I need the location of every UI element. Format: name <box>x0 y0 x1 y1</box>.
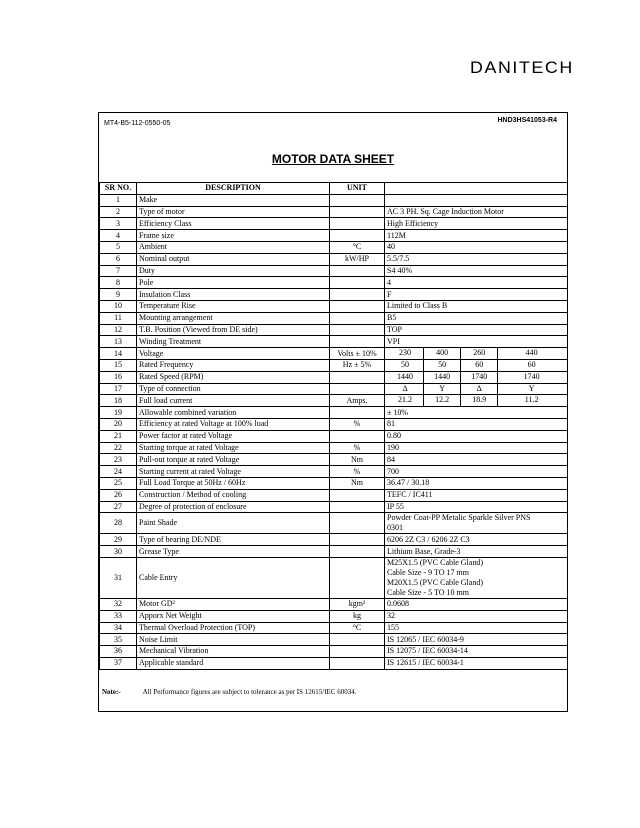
row-value-group <box>385 348 568 360</box>
note <box>102 688 356 696</box>
row-unit <box>330 513 385 534</box>
table-row <box>100 324 568 336</box>
row-unit <box>330 646 385 658</box>
row-value-cell: 50 <box>423 360 460 371</box>
row-value-cell: 18.9 <box>460 395 497 406</box>
row-sr-number: 3 <box>100 218 137 230</box>
row-value-cell: Y <box>497 384 565 395</box>
row-value: 155 <box>385 622 568 634</box>
row-description: T.B. Position (Viewed from DE side) <box>137 324 330 336</box>
row-description: Starting current at rated Voltage <box>137 466 330 478</box>
table-row <box>100 442 568 454</box>
row-description: Type of bearing DE/NDE <box>137 534 330 546</box>
row-description: Construction / Method of cooling <box>137 489 330 501</box>
row-value-cell: 11.2 <box>497 395 565 406</box>
row-sr-number: 35 <box>100 634 137 646</box>
document-number: MT4-B5-112-0550-05 <box>104 120 171 127</box>
row-value-cell: Y <box>423 384 460 395</box>
row-sr-number: 12 <box>100 324 137 336</box>
table-row <box>100 454 568 466</box>
row-value: 84 <box>385 454 568 466</box>
row-value: TOP <box>385 324 568 336</box>
row-value: 112M <box>385 230 568 242</box>
table-row <box>100 359 568 371</box>
row-description: Grease Type <box>137 546 330 558</box>
row-description: Efficiency at rated Voltage at 100% load <box>137 418 330 430</box>
row-description: Rated Speed (RPM) <box>137 371 330 383</box>
row-sr-number: 31 <box>100 557 137 598</box>
row-unit: Amps. <box>330 395 385 407</box>
row-unit <box>330 634 385 646</box>
row-description: Full Load Torque at 50Hz / 60Hz <box>137 477 330 489</box>
note-label: Note:- <box>102 688 121 696</box>
row-value: High Efficiency <box>385 218 568 230</box>
row-unit: Nm <box>330 454 385 466</box>
row-unit <box>330 194 385 206</box>
row-unit <box>330 265 385 277</box>
row-value: B5 <box>385 312 568 324</box>
row-unit <box>330 489 385 501</box>
table-row <box>100 383 568 395</box>
header-unit: UNIT <box>330 183 385 195</box>
row-description: Degree of protection of enclosure <box>137 501 330 513</box>
row-value: 6206 2Z C3 / 6206 2Z C3 <box>385 534 568 546</box>
table-row <box>100 598 568 610</box>
row-unit: % <box>330 442 385 454</box>
row-sr-number: 1 <box>100 194 137 206</box>
row-sr-number: 23 <box>100 454 137 466</box>
revision-code: HND3HS41053-R4 <box>497 117 557 124</box>
row-value-cell: 21.2 <box>398 395 413 405</box>
row-sr-number: 2 <box>100 206 137 218</box>
row-unit <box>330 534 385 546</box>
row-unit: kW/HP <box>330 253 385 265</box>
row-unit <box>330 218 385 230</box>
row-unit <box>330 312 385 324</box>
row-sr-number: 22 <box>100 442 137 454</box>
row-unit <box>330 324 385 336</box>
row-sr-number: 17 <box>100 383 137 395</box>
row-sr-number: 36 <box>100 646 137 658</box>
table-row <box>100 277 568 289</box>
row-value: IP 55 <box>385 501 568 513</box>
row-value-group <box>385 383 568 395</box>
row-description: Noise Limit <box>137 634 330 646</box>
row-value-cell: 60 <box>460 360 497 371</box>
row-description: Thermal Overload Protection (TOP) <box>137 622 330 634</box>
row-value-group <box>385 395 568 407</box>
table-row <box>100 395 568 407</box>
table-row <box>100 230 568 242</box>
row-value-cell: 1740 <box>497 372 565 383</box>
row-value: 190 <box>385 442 568 454</box>
row-description: Paint Shade <box>137 513 330 534</box>
table-row <box>100 557 568 598</box>
note-text: All Performance figures are subject to tolerance as per IS 12615/IEC 60034. <box>142 688 357 696</box>
row-description: Type of motor <box>137 206 330 218</box>
row-description: Type of connection <box>137 383 330 395</box>
row-value: 0.80 <box>385 430 568 442</box>
row-unit: kg <box>330 610 385 622</box>
row-sr-number: 28 <box>100 513 137 534</box>
row-value: 700 <box>385 466 568 478</box>
row-description: Winding Treatment <box>137 336 330 348</box>
table-row <box>100 477 568 489</box>
row-value: 36.47 / 30.18 <box>385 477 568 489</box>
table-row <box>100 634 568 646</box>
header-description: DESCRIPTION <box>137 183 330 195</box>
data-sheet-frame <box>98 112 568 712</box>
row-description: Power factor at rated Voltage <box>137 430 330 442</box>
row-sr-number: 19 <box>100 407 137 419</box>
row-unit: % <box>330 418 385 430</box>
table-row <box>100 265 568 277</box>
row-unit <box>330 546 385 558</box>
row-value-cell: Δ <box>402 383 408 393</box>
row-value <box>385 557 568 598</box>
row-value: S4 40% <box>385 265 568 277</box>
row-unit <box>330 230 385 242</box>
row-value: 32 <box>385 610 568 622</box>
row-unit <box>330 657 385 669</box>
row-value-line: 0301 <box>387 523 403 533</box>
row-value: TEFC / IC411 <box>385 489 568 501</box>
table-row <box>100 546 568 558</box>
row-value-cell: 12.2 <box>423 395 460 406</box>
row-description: Voltage <box>137 348 330 360</box>
row-value-cell: 1440 <box>423 372 460 383</box>
row-value-line: Powder Coat-PP Metalic Sparkle Silver PNS <box>387 513 531 523</box>
row-sr-number: 37 <box>100 657 137 669</box>
row-description: Full load current <box>137 395 330 407</box>
row-description: Motor GD² <box>137 598 330 610</box>
row-value-cell: 60 <box>497 360 565 371</box>
row-description: Applicable standard <box>137 657 330 669</box>
row-unit <box>330 383 385 395</box>
row-sr-number: 24 <box>100 466 137 478</box>
row-value: IS 12615 / IEC 60034-1 <box>385 657 568 669</box>
row-value-line: Cable Size - 5 TO 10 mm <box>387 587 469 597</box>
row-sr-number: 25 <box>100 477 137 489</box>
table-header-row <box>100 183 568 195</box>
table-row <box>100 194 568 206</box>
row-unit <box>330 277 385 289</box>
row-unit: kgm² <box>330 598 385 610</box>
row-value: 5.5/7.5 <box>385 253 568 265</box>
row-sr-number: 21 <box>100 430 137 442</box>
table-row <box>100 610 568 622</box>
row-sr-number: 27 <box>100 501 137 513</box>
row-description: Ambient <box>137 241 330 253</box>
row-value: AC 3 PH. Sq. Cage Induction Motor <box>385 206 568 218</box>
table-row <box>100 206 568 218</box>
row-description: Allowable combined variation <box>137 407 330 419</box>
row-sr-number: 33 <box>100 610 137 622</box>
row-unit: °C <box>330 241 385 253</box>
row-value-cell: 1740 <box>460 372 497 383</box>
table-row <box>100 289 568 301</box>
row-sr-number: 9 <box>100 289 137 301</box>
row-value-cell: Δ <box>460 384 497 395</box>
row-value: F <box>385 289 568 301</box>
row-value-line: Cable Size - 9 TO 17 mm <box>387 567 469 577</box>
row-description: Duty <box>137 265 330 277</box>
table-row <box>100 513 568 534</box>
row-sr-number: 34 <box>100 622 137 634</box>
table-row <box>100 218 568 230</box>
row-value: IS 12075 / IEC 60034-14 <box>385 646 568 658</box>
row-description: Efficiency Class <box>137 218 330 230</box>
row-sr-number: 8 <box>100 277 137 289</box>
row-description: Mechanical Vibration <box>137 646 330 658</box>
row-sr-number: 16 <box>100 371 137 383</box>
row-value: 4 <box>385 277 568 289</box>
row-unit <box>330 289 385 301</box>
row-unit <box>330 336 385 348</box>
table-row <box>100 407 568 419</box>
row-sr-number: 4 <box>100 230 137 242</box>
row-value-cell: 260 <box>460 348 497 359</box>
row-description: Cable Entry <box>137 557 330 598</box>
row-value-cell: 50 <box>401 359 410 369</box>
row-sr-number: 11 <box>100 312 137 324</box>
row-unit: % <box>330 466 385 478</box>
row-unit <box>330 371 385 383</box>
row-value: VPI <box>385 336 568 348</box>
row-value: 40 <box>385 241 568 253</box>
spec-table <box>99 182 568 670</box>
row-unit: °C <box>330 622 385 634</box>
row-description: Apporx Net Weight <box>137 610 330 622</box>
row-unit <box>330 300 385 312</box>
row-value-group <box>385 359 568 371</box>
row-description: Mounting arrangement <box>137 312 330 324</box>
header-value <box>385 183 568 195</box>
row-sr-number: 5 <box>100 241 137 253</box>
row-description: Pole <box>137 277 330 289</box>
row-sr-number: 32 <box>100 598 137 610</box>
row-value <box>385 513 568 534</box>
row-description: Nominal output <box>137 253 330 265</box>
table-row <box>100 348 568 360</box>
table-row <box>100 253 568 265</box>
row-description: Pull-out torque at rated Voltage <box>137 454 330 466</box>
table-row <box>100 646 568 658</box>
table-row <box>100 489 568 501</box>
row-value <box>385 194 568 206</box>
row-sr-number: 10 <box>100 300 137 312</box>
row-unit <box>330 206 385 218</box>
row-description: Starting torque at rated Voltage <box>137 442 330 454</box>
row-unit: Volts ± 10% <box>330 348 385 360</box>
row-sr-number: 7 <box>100 265 137 277</box>
table-row <box>100 371 568 383</box>
row-sr-number: 18 <box>100 395 137 407</box>
row-description: Frame size <box>137 230 330 242</box>
row-value: IS 12065 / IEC 60034-9 <box>385 634 568 646</box>
table-row <box>100 300 568 312</box>
table-row <box>100 241 568 253</box>
row-value-cell: 230 <box>399 348 412 358</box>
row-value-cell: 440 <box>497 348 565 359</box>
row-sr-number: 29 <box>100 534 137 546</box>
row-value: Limited to Class B <box>385 300 568 312</box>
row-sr-number: 15 <box>100 359 137 371</box>
table-row <box>100 430 568 442</box>
row-unit <box>330 557 385 598</box>
row-sr-number: 20 <box>100 418 137 430</box>
page-title: MOTOR DATA SHEET <box>271 152 395 166</box>
danitech-logo: DANITECH <box>470 58 574 77</box>
table-row <box>100 501 568 513</box>
row-sr-number: 6 <box>100 253 137 265</box>
header-sr: SR NO. <box>100 183 137 195</box>
row-description: Rated Frequency <box>137 359 330 371</box>
row-sr-number: 14 <box>100 348 137 360</box>
row-sr-number: 13 <box>100 336 137 348</box>
row-sr-number: 26 <box>100 489 137 501</box>
row-value-line: M20X1.5 (PVC Cable Gland) <box>387 577 483 587</box>
row-unit <box>330 407 385 419</box>
row-unit <box>330 501 385 513</box>
row-value: Lithium Base, Grade-3 <box>385 546 568 558</box>
table-row <box>100 418 568 430</box>
row-value-line: M25X1.5 (PVC Cable Gland) <box>387 557 483 567</box>
row-description: Insulation Class <box>137 289 330 301</box>
row-unit <box>330 430 385 442</box>
table-row <box>100 622 568 634</box>
table-row <box>100 534 568 546</box>
row-description: Make <box>137 194 330 206</box>
row-value: 0.0608 <box>385 598 568 610</box>
row-value-group <box>385 371 568 383</box>
row-value: ± 10% <box>385 407 568 419</box>
row-value: 81 <box>385 418 568 430</box>
table-row <box>100 466 568 478</box>
row-value-cell: 1440 <box>397 371 414 381</box>
row-unit: Hz ± 5% <box>330 359 385 371</box>
row-sr-number: 30 <box>100 546 137 558</box>
table-row <box>100 336 568 348</box>
row-unit: Nm <box>330 477 385 489</box>
table-row <box>100 657 568 669</box>
row-description: Temperature Rise <box>137 300 330 312</box>
row-value-cell: 400 <box>423 348 460 359</box>
table-row <box>100 312 568 324</box>
